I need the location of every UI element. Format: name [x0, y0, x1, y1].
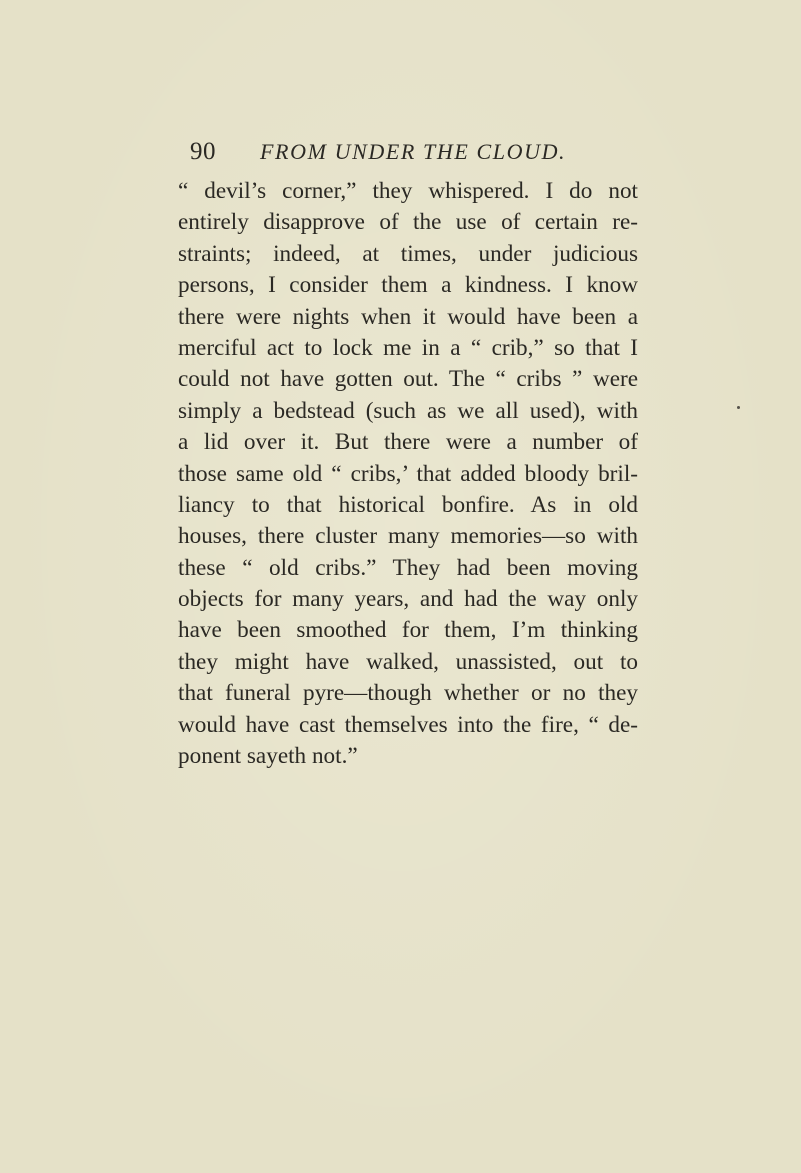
- text-line: houses, there cluster many memories—so with: [178, 523, 638, 550]
- text-line: persons, I consider them a kindness. I know: [178, 272, 638, 299]
- text-line: ponent sayeth not.”: [178, 743, 358, 770]
- text-line: have been smoothed for them, I’m thinking: [178, 617, 638, 644]
- text-line: those same old “ cribs,’ that added bloody bril-: [178, 460, 638, 487]
- text-line: that funeral pyre—though whether or no they: [178, 680, 638, 707]
- text-line: simply a bedstead (such as we all used), with: [178, 397, 638, 424]
- text-line: “ devil’s corner,” they whispered. I do not: [178, 178, 638, 204]
- text-line: there were nights when it would have been a: [178, 303, 638, 330]
- text-line: entirely disapprove of the use of certain re-: [178, 209, 638, 236]
- text-line: straints; indeed, at times, under judicious: [178, 240, 638, 267]
- text-line: liancy to that historical bonfire. As in old: [178, 491, 638, 518]
- body-text: [178, 176, 638, 772]
- margin-speck: [737, 406, 740, 409]
- text-line: objects for many years, and had the way only: [178, 586, 638, 613]
- text-line: could not have gotten out. The “ cribs ” were: [178, 366, 638, 393]
- running-title: FROM UNDER THE CLOUD.: [260, 139, 567, 164]
- text-line: these “ old cribs.” They had been moving: [178, 554, 638, 581]
- page-number: 90: [190, 138, 216, 165]
- text-line: merciful act to lock me in a “ crib,” so that I: [178, 334, 638, 361]
- running-head: [190, 138, 630, 168]
- text-line: would have cast themselves into the fire, “ de-: [178, 711, 638, 738]
- text-line: a lid over it. But there were a number of: [178, 429, 638, 456]
- text-line: they might have walked, unassisted, out to: [178, 648, 638, 675]
